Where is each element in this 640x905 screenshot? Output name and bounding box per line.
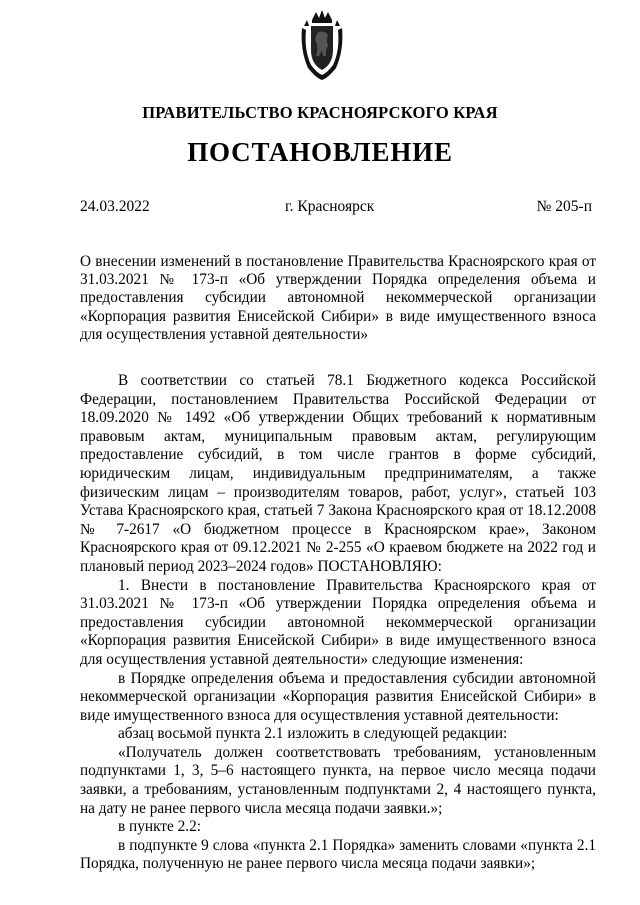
paragraph-preamble: В соответствии со статьей 78.1 Бюджетного кодекса Российской Федерации, постановлением Правительства Российской Федерации от 18.09.2020 № 1492 «Об утверждении Общих требований к нормативным правовым актам, муниципальным правовым актам, регулирующим предоставление субсидий, в том числе грантов в форме субсидий, юридическим лицам, индивидуальным предпринимателям, а также физическим лицам – производителям товаров, работ, услуг», статьей 103 Устава Красноярского края, статьей 7 Закона Красноярского края от 18.12.2008 № 7-2617 «О бюджетном процессе в Красноярском крае», Законом Красноярского края от 09.12.2021 № 2-255 «О краевом бюджете на 2022 год и плановый период 2023–2024 годов» ПОСТАНОВЛЯЮ:	[80, 372, 596, 575]
paragraph-amendment-2-1: абзац восьмой пункта 2.1 изложить в следующей редакции:	[118, 725, 508, 743]
document-type-title: ПОСТАНОВЛЕНИЕ	[187, 137, 453, 167]
paragraph-point-2-2: в пункте 2.2:	[118, 818, 201, 836]
paragraph-subpoint-9: в подпункте 9 слова «пункта 2.1 Порядка» заменить словами «пункта 2.1 Порядка, полученную не ранее первого числа месяца подачи заявки»;	[80, 836, 596, 873]
document-number: № 205-п	[536, 198, 592, 215]
coat-of-arms-icon	[298, 10, 346, 82]
document-city: г. Красноярск	[285, 198, 375, 215]
government-name: ПРАВИТЕЛЬСТВО КРАСНОЯРСКОГО КРАЯ	[142, 103, 498, 122]
document-body	[80, 372, 596, 874]
paragraph-in-procedure: в Порядке определения объема и предоставления субсидии автономной некоммерческой организации «Корпорация развития Енисейской Сибири» в виде имущественного взноса для осуществления уставной деятельности:	[80, 669, 596, 724]
document-date: 24.03.2022	[80, 198, 150, 215]
paragraph-item-1: 1. Внести в постановление Правительства Красноярского края от 31.03.2021 № 173-п «Об утверждении Порядка определения объема и предоставления субсидии автономной некоммерческой организации «Корпорация развития Енисейской Сибири» в виде имущественного взноса для осуществления уставной деятельности» следующие изменения:	[80, 576, 596, 668]
document-subject: О внесении изменений в постановление Правительства Красноярского края от 31.03.2021 № 173-п «Об утверждении Порядка определения объема и предоставления субсидии автономной некоммерческой организации «Корпорация развития Енисейской Сибири» в виде имущественного взноса для осуществления уставной деятельности»	[80, 253, 596, 343]
paragraph-quoted-text: «Получатель должен соответствовать требованиям, установленным подпунктами 1, 3, 5–6 настоящего пункта, на первое число месяца подачи заявки, а требованиям, установленным подпунктами 2, 4 настоящего пункта, на дату не ранее первого числа месяца подачи заявки.»;	[80, 743, 596, 817]
